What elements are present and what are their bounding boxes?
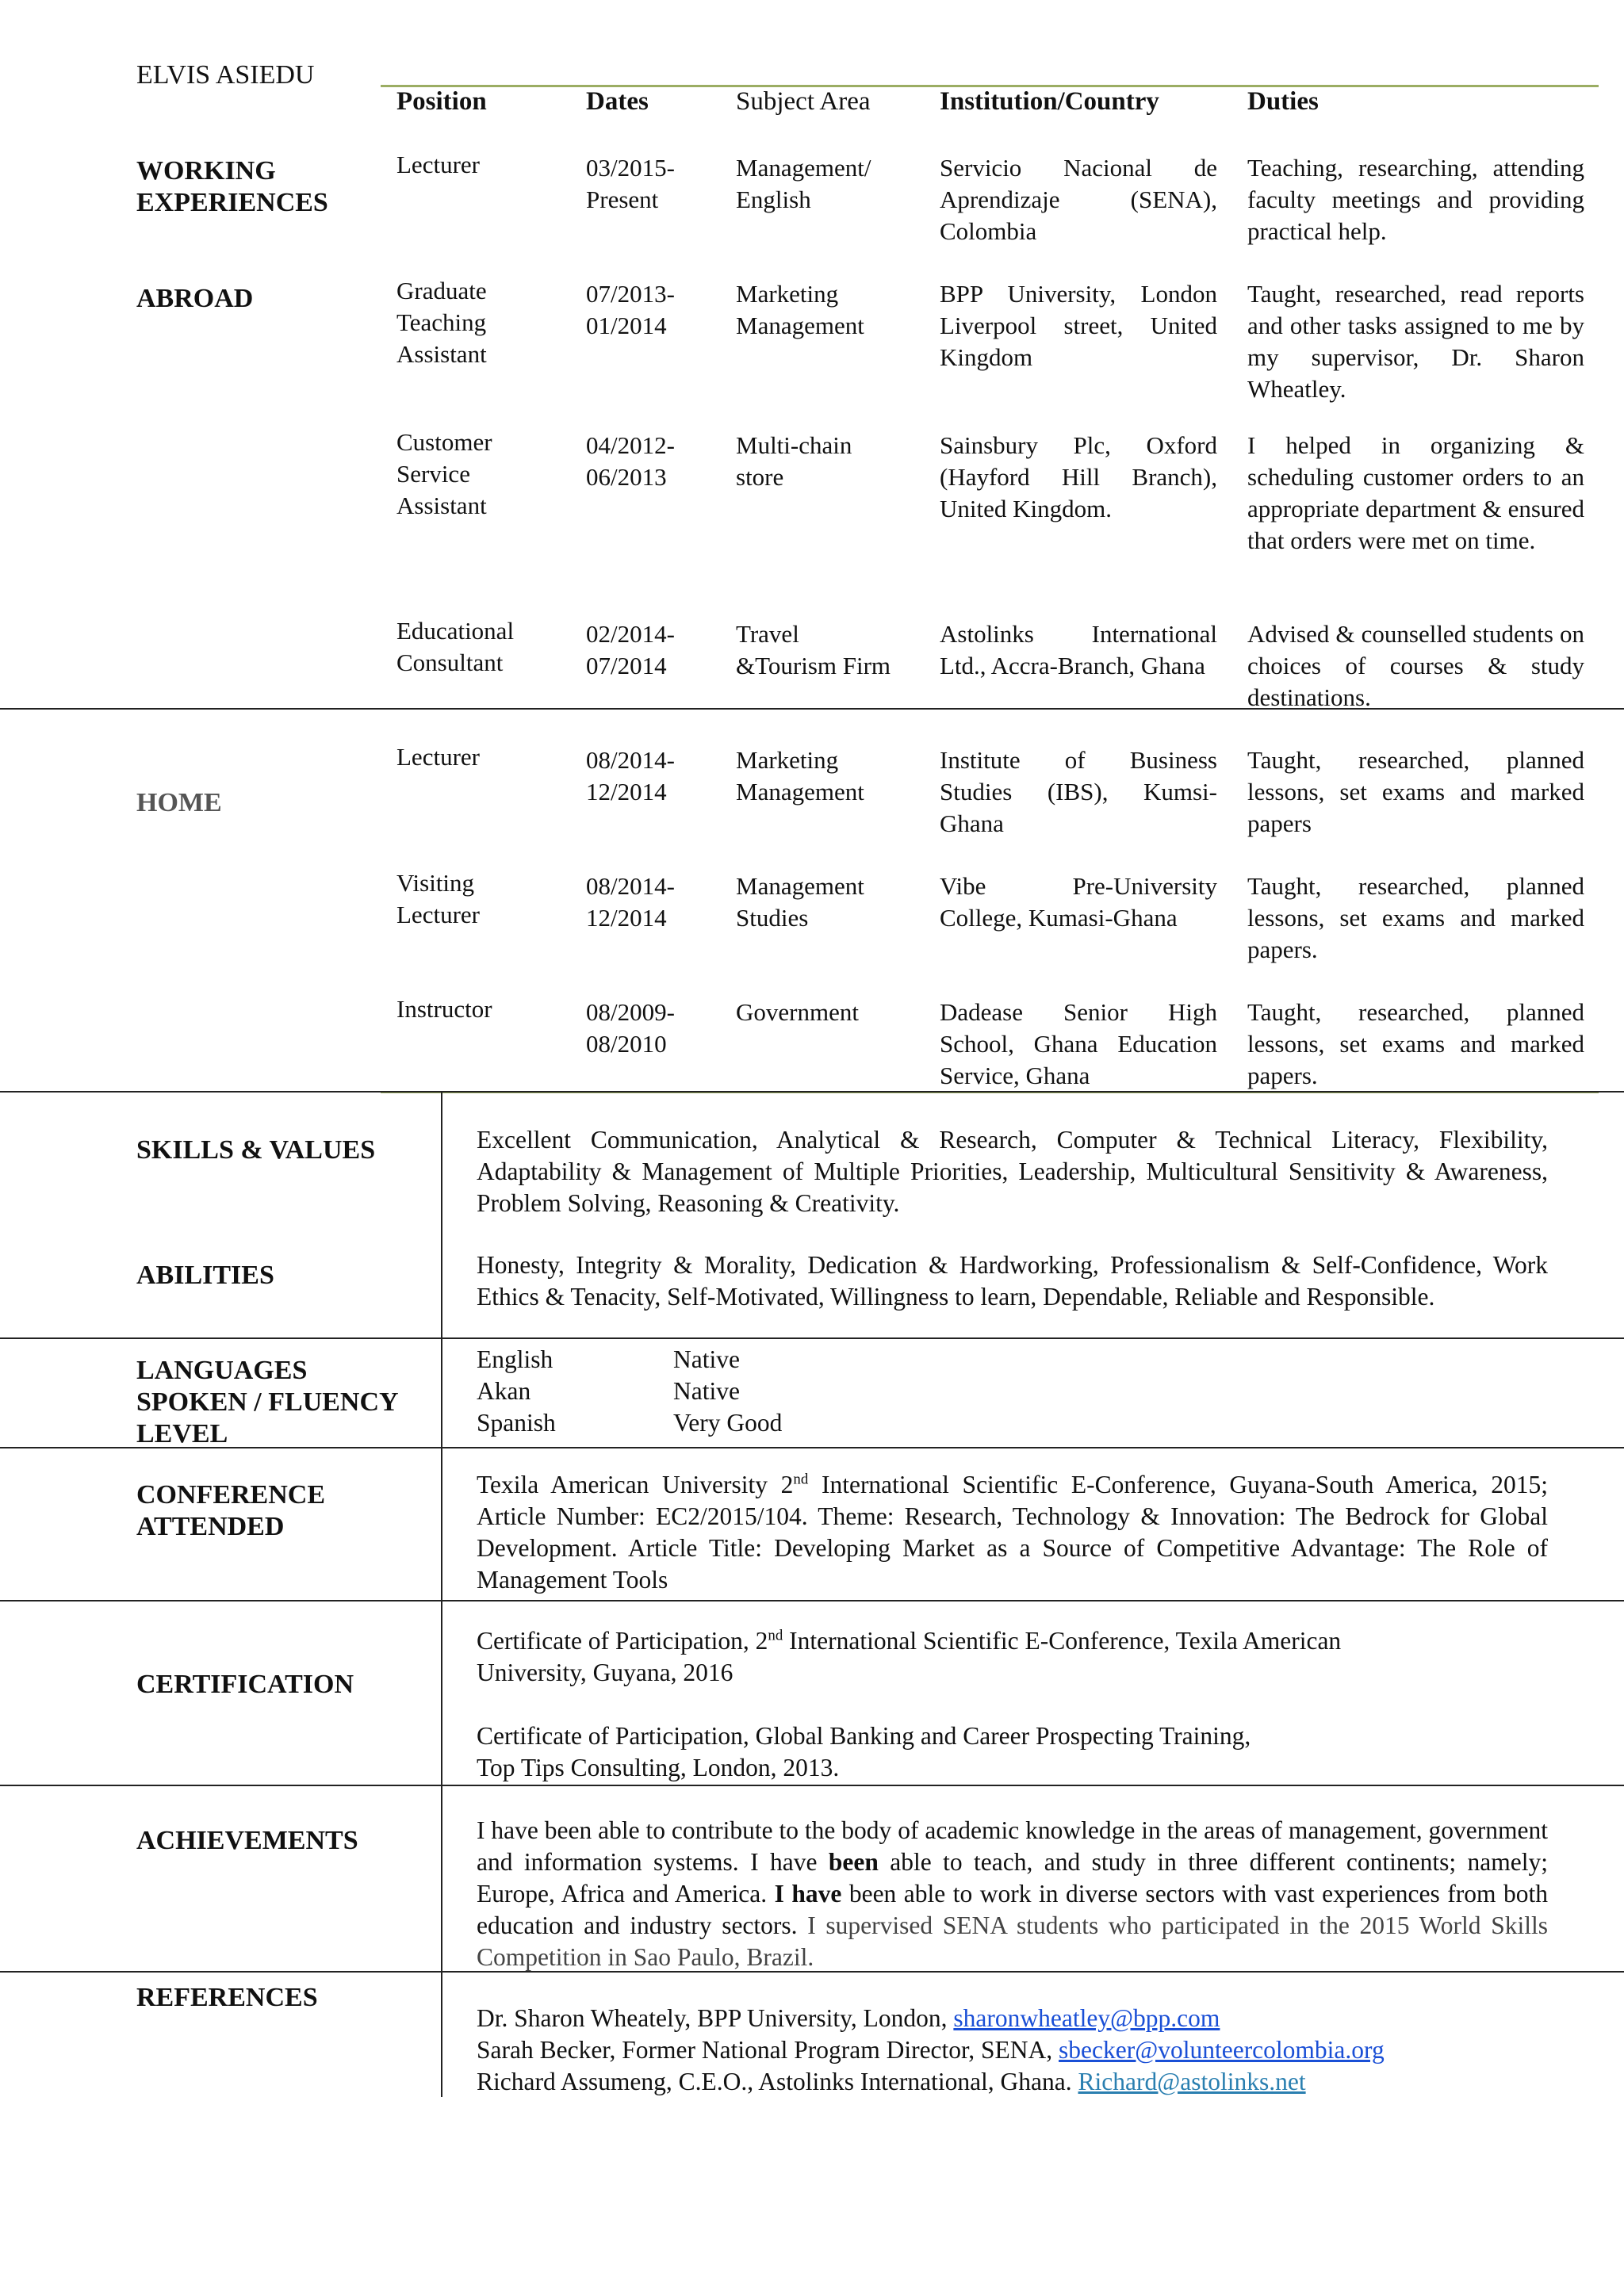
job-subject-line: Management/ xyxy=(736,154,871,182)
job-subject xyxy=(736,997,926,1028)
achievements-part: able to teach, and study in three different continents; namely; Europe, Africa and America. xyxy=(477,1848,1548,1908)
reference-text: Sarah Becker, Former National Program Director, SENA, xyxy=(477,2036,1059,2064)
job-dates-line: 12/2014 xyxy=(586,778,667,806)
job-position-line: Visiting xyxy=(396,869,475,897)
job-subject-line: Government xyxy=(736,998,859,1026)
achievements-part: been able to work in diverse sectors with vast experiences from both education and industry sectors. xyxy=(477,1880,1548,1939)
header-position: Position xyxy=(396,87,487,116)
job-dates xyxy=(586,430,729,493)
job-dates-line: 01/2014 xyxy=(586,312,667,339)
language-name: Spanish xyxy=(477,1409,556,1437)
language-name: Akan xyxy=(477,1377,531,1405)
job-subject xyxy=(736,744,926,808)
job-position-line: Lecturer xyxy=(396,151,480,178)
reference-email-link[interactable]: Richard@astolinks.net xyxy=(1078,2068,1306,2095)
certification-text: Certificate of Participation, 2 xyxy=(477,1627,768,1655)
section-label: ATTENDED xyxy=(136,1512,285,1541)
language-row xyxy=(477,1376,782,1407)
reference-text: Richard Assumeng, C.E.O., Astolinks International, Ghana. xyxy=(477,2068,1078,2095)
job-institution: Institute of Business Studies (IBS), Kumsi-Ghana xyxy=(940,746,1217,837)
certification-line: University, Guyana, 2016 xyxy=(477,1659,733,1686)
job-subject xyxy=(736,618,926,682)
languages-list xyxy=(477,1344,782,1439)
language-row xyxy=(477,1407,782,1439)
job-subject-line: Travel xyxy=(736,620,799,648)
job-position-line: Lecturer xyxy=(396,743,480,771)
reference-row xyxy=(477,2003,1385,2034)
candidate-name: ELVIS ASIEDU xyxy=(136,60,315,90)
job-dates xyxy=(586,618,729,682)
job-position-line: Lecturer xyxy=(396,901,480,928)
section-skills: SKILLS & VALUES xyxy=(136,1135,376,1165)
job-duties: Teaching, researching, attending faculty meetings and providing practical help. xyxy=(1247,154,1584,245)
certification-line xyxy=(477,1625,1341,1657)
skills-text: Excellent Communication, Analytical & Research, Computer & Technical Literacy, Flexibility, Adaptability & Management of Multiple Priorities, Leadership, Multicultural Sensitivity & Awareness, Problem Solving, Reasoning & Creativity. xyxy=(477,1126,1548,1217)
job-position-line: Educational xyxy=(396,617,515,645)
certification-line: Certificate of Participation, Global Banking and Career Prospecting Training, xyxy=(477,1722,1251,1750)
job-subject-line: &Tourism Firm xyxy=(736,652,891,679)
certification-line: Top Tips Consulting, London, 2013. xyxy=(477,1754,840,1781)
job-subject xyxy=(736,152,926,216)
divider xyxy=(0,708,1624,710)
job-position xyxy=(396,427,571,522)
job-dates-line: 08/2010 xyxy=(586,1030,667,1058)
references-list xyxy=(477,2003,1385,2098)
abilities-text: Honesty, Integrity & Morality, Dedication & Hardworking, Professionalism & Self-Confidence, Work Ethics & Tenacity, Self-Motivated, Willingness to learn, Dependable, Reliable and Responsible. xyxy=(477,1251,1548,1311)
job-subject xyxy=(736,871,926,934)
job-position xyxy=(396,149,571,181)
job-duties: Taught, researched, read reports and other tasks assigned to me by my supervisor, Dr. Sharon Wheatley. xyxy=(1247,280,1584,403)
job-dates xyxy=(586,278,729,342)
job-dates-line: Present xyxy=(586,186,659,213)
section-home: HOME xyxy=(136,788,222,817)
job-position xyxy=(396,615,571,679)
job-subject-line: Multi-chain xyxy=(736,431,852,459)
job-subject-line: Management xyxy=(736,778,864,806)
job-position-line: Service xyxy=(396,460,470,488)
job-dates xyxy=(586,997,729,1060)
reference-email-link[interactable]: sharonwheatley@bpp.com xyxy=(953,2004,1220,2032)
divider xyxy=(0,1091,1624,1093)
achievements-text xyxy=(477,1815,1548,1973)
job-dates-line: 12/2014 xyxy=(586,904,667,932)
job-institution: BPP University, London Liverpool street, United Kingdom xyxy=(940,280,1217,371)
header-subject: Subject Area xyxy=(736,87,871,116)
section-label: WORKING xyxy=(136,156,276,186)
section-languages xyxy=(136,1355,399,1450)
reference-row xyxy=(477,2034,1385,2066)
job-dates-line: 07/2014 xyxy=(586,652,667,679)
section-label: LEVEL xyxy=(136,1419,228,1448)
section-certification: CERTIFICATION xyxy=(136,1670,354,1699)
job-duties: I helped in organizing & scheduling customer orders to an appropriate department & ensured that orders were met on time. xyxy=(1247,431,1584,554)
conference-text xyxy=(477,1469,1548,1596)
job-dates-line: 06/2013 xyxy=(586,463,667,491)
job-institution: Servicio Nacional de Aprendizaje (SENA), Colombia xyxy=(940,154,1217,245)
divider xyxy=(0,1337,1624,1339)
job-institution: Vibe Pre-University College, Kumasi-Ghana xyxy=(940,872,1217,932)
achievements-part: I have been able to contribute to the body of academic knowledge in the areas of management, government and information systems. I have xyxy=(477,1816,1548,1876)
section-references: REFERENCES xyxy=(136,1983,318,2012)
section-label: SPOKEN / FLUENCY xyxy=(136,1387,399,1417)
job-dates-line: 08/2014- xyxy=(586,872,675,900)
achievements-part: I supervised SENA students who participated in the 2015 World Skills Competition in Sao Paulo, Brazil. xyxy=(477,1911,1548,1971)
conference-text-part: International Scientific E-Conference, Guyana-South America, 2015; Article Number: EC2/2015/104. Theme: Research, Technology & Innovation: The Bedrock for Global Development. Article Title: Developing Market as a Source of Competitive Advantage: The Role of Management Tools xyxy=(477,1471,1548,1594)
section-abilities: ABILITIES xyxy=(136,1261,274,1290)
job-dates xyxy=(586,744,729,808)
job-dates-line: 08/2014- xyxy=(586,746,675,774)
job-position-line: Graduate xyxy=(396,277,487,304)
job-subject-line: Studies xyxy=(736,904,809,932)
divider xyxy=(0,1600,1624,1601)
conference-text-part: Texila American University 2 xyxy=(477,1471,794,1498)
job-subject-line: Management xyxy=(736,872,864,900)
section-label: LANGUAGES xyxy=(136,1356,308,1385)
job-position-line: Instructor xyxy=(396,995,492,1023)
language-level: Native xyxy=(673,1345,740,1373)
section-conference xyxy=(136,1479,325,1543)
job-position-line: Assistant xyxy=(396,340,487,368)
job-institution: Astolinks International Ltd., Accra-Branch, Ghana xyxy=(940,620,1217,679)
job-position-line: Teaching xyxy=(396,308,487,336)
job-subject-line: Marketing xyxy=(736,746,839,774)
section-abroad: ABROAD xyxy=(136,284,254,313)
job-duties: Taught, researched, planned lessons, set exams and marked papers. xyxy=(1247,872,1584,963)
job-dates xyxy=(586,152,729,216)
certification-text: International Scientific E-Conference, Texila American xyxy=(783,1627,1342,1655)
certification-2 xyxy=(477,1720,1251,1784)
header-dates: Dates xyxy=(586,87,649,116)
job-subject-line: Marketing xyxy=(736,280,839,308)
language-level: Very Good xyxy=(673,1409,783,1437)
job-position-line: Consultant xyxy=(396,649,504,676)
job-subject-line: store xyxy=(736,463,784,491)
section-label: CONFERENCE xyxy=(136,1480,326,1510)
section-achievements: ACHIEVEMENTS xyxy=(136,1826,358,1855)
reference-row xyxy=(477,2066,1385,2098)
language-name: English xyxy=(477,1345,553,1373)
job-position xyxy=(396,993,571,1025)
job-subject xyxy=(736,430,926,493)
reference-email-link[interactable]: sbecker@volunteercolombia.org xyxy=(1059,2036,1385,2064)
reference-text: Dr. Sharon Wheately, BPP University, London, xyxy=(477,2004,954,2032)
header-institution: Institution/Country xyxy=(940,87,1159,116)
job-position-line: Customer xyxy=(396,428,492,456)
section-label: EXPERIENCES xyxy=(136,188,328,217)
column-divider xyxy=(441,1093,442,2097)
divider xyxy=(0,1447,1624,1448)
achievements-bold: been xyxy=(828,1848,879,1876)
job-duties: Taught, researched, planned lessons, set exams and marked papers. xyxy=(1247,998,1584,1089)
job-subject-line: English xyxy=(736,186,811,213)
language-level: Native xyxy=(673,1377,740,1405)
superscript: nd xyxy=(793,1471,809,1488)
job-duties: Taught, researched, planned lessons, set exams and marked papers xyxy=(1247,746,1584,837)
job-position xyxy=(396,741,571,773)
job-duties: Advised & counselled students on choices of courses & study destinations. xyxy=(1247,620,1584,711)
divider xyxy=(0,1785,1624,1786)
job-position xyxy=(396,275,571,370)
certification-1 xyxy=(477,1625,1341,1689)
job-dates xyxy=(586,871,729,934)
section-working-experiences xyxy=(136,155,328,219)
job-position-line: Assistant xyxy=(396,492,487,519)
job-subject xyxy=(736,278,926,342)
job-institution: Dadease Senior High School, Ghana Education Service, Ghana xyxy=(940,998,1217,1089)
header-duties: Duties xyxy=(1247,87,1319,116)
job-institution: Sainsbury Plc, Oxford (Hayford Hill Branch), United Kingdom. xyxy=(940,431,1217,522)
job-dates-line: 02/2014- xyxy=(586,620,675,648)
achievements-bold: I have xyxy=(774,1880,842,1908)
job-subject-line: Management xyxy=(736,312,864,339)
job-dates-line: 07/2013- xyxy=(586,280,675,308)
superscript: nd xyxy=(768,1627,783,1644)
job-dates-line: 04/2012- xyxy=(586,431,675,459)
language-row xyxy=(477,1344,782,1376)
job-position xyxy=(396,867,571,931)
job-dates-line: 08/2009- xyxy=(586,998,675,1026)
job-dates-line: 03/2015- xyxy=(586,154,675,182)
